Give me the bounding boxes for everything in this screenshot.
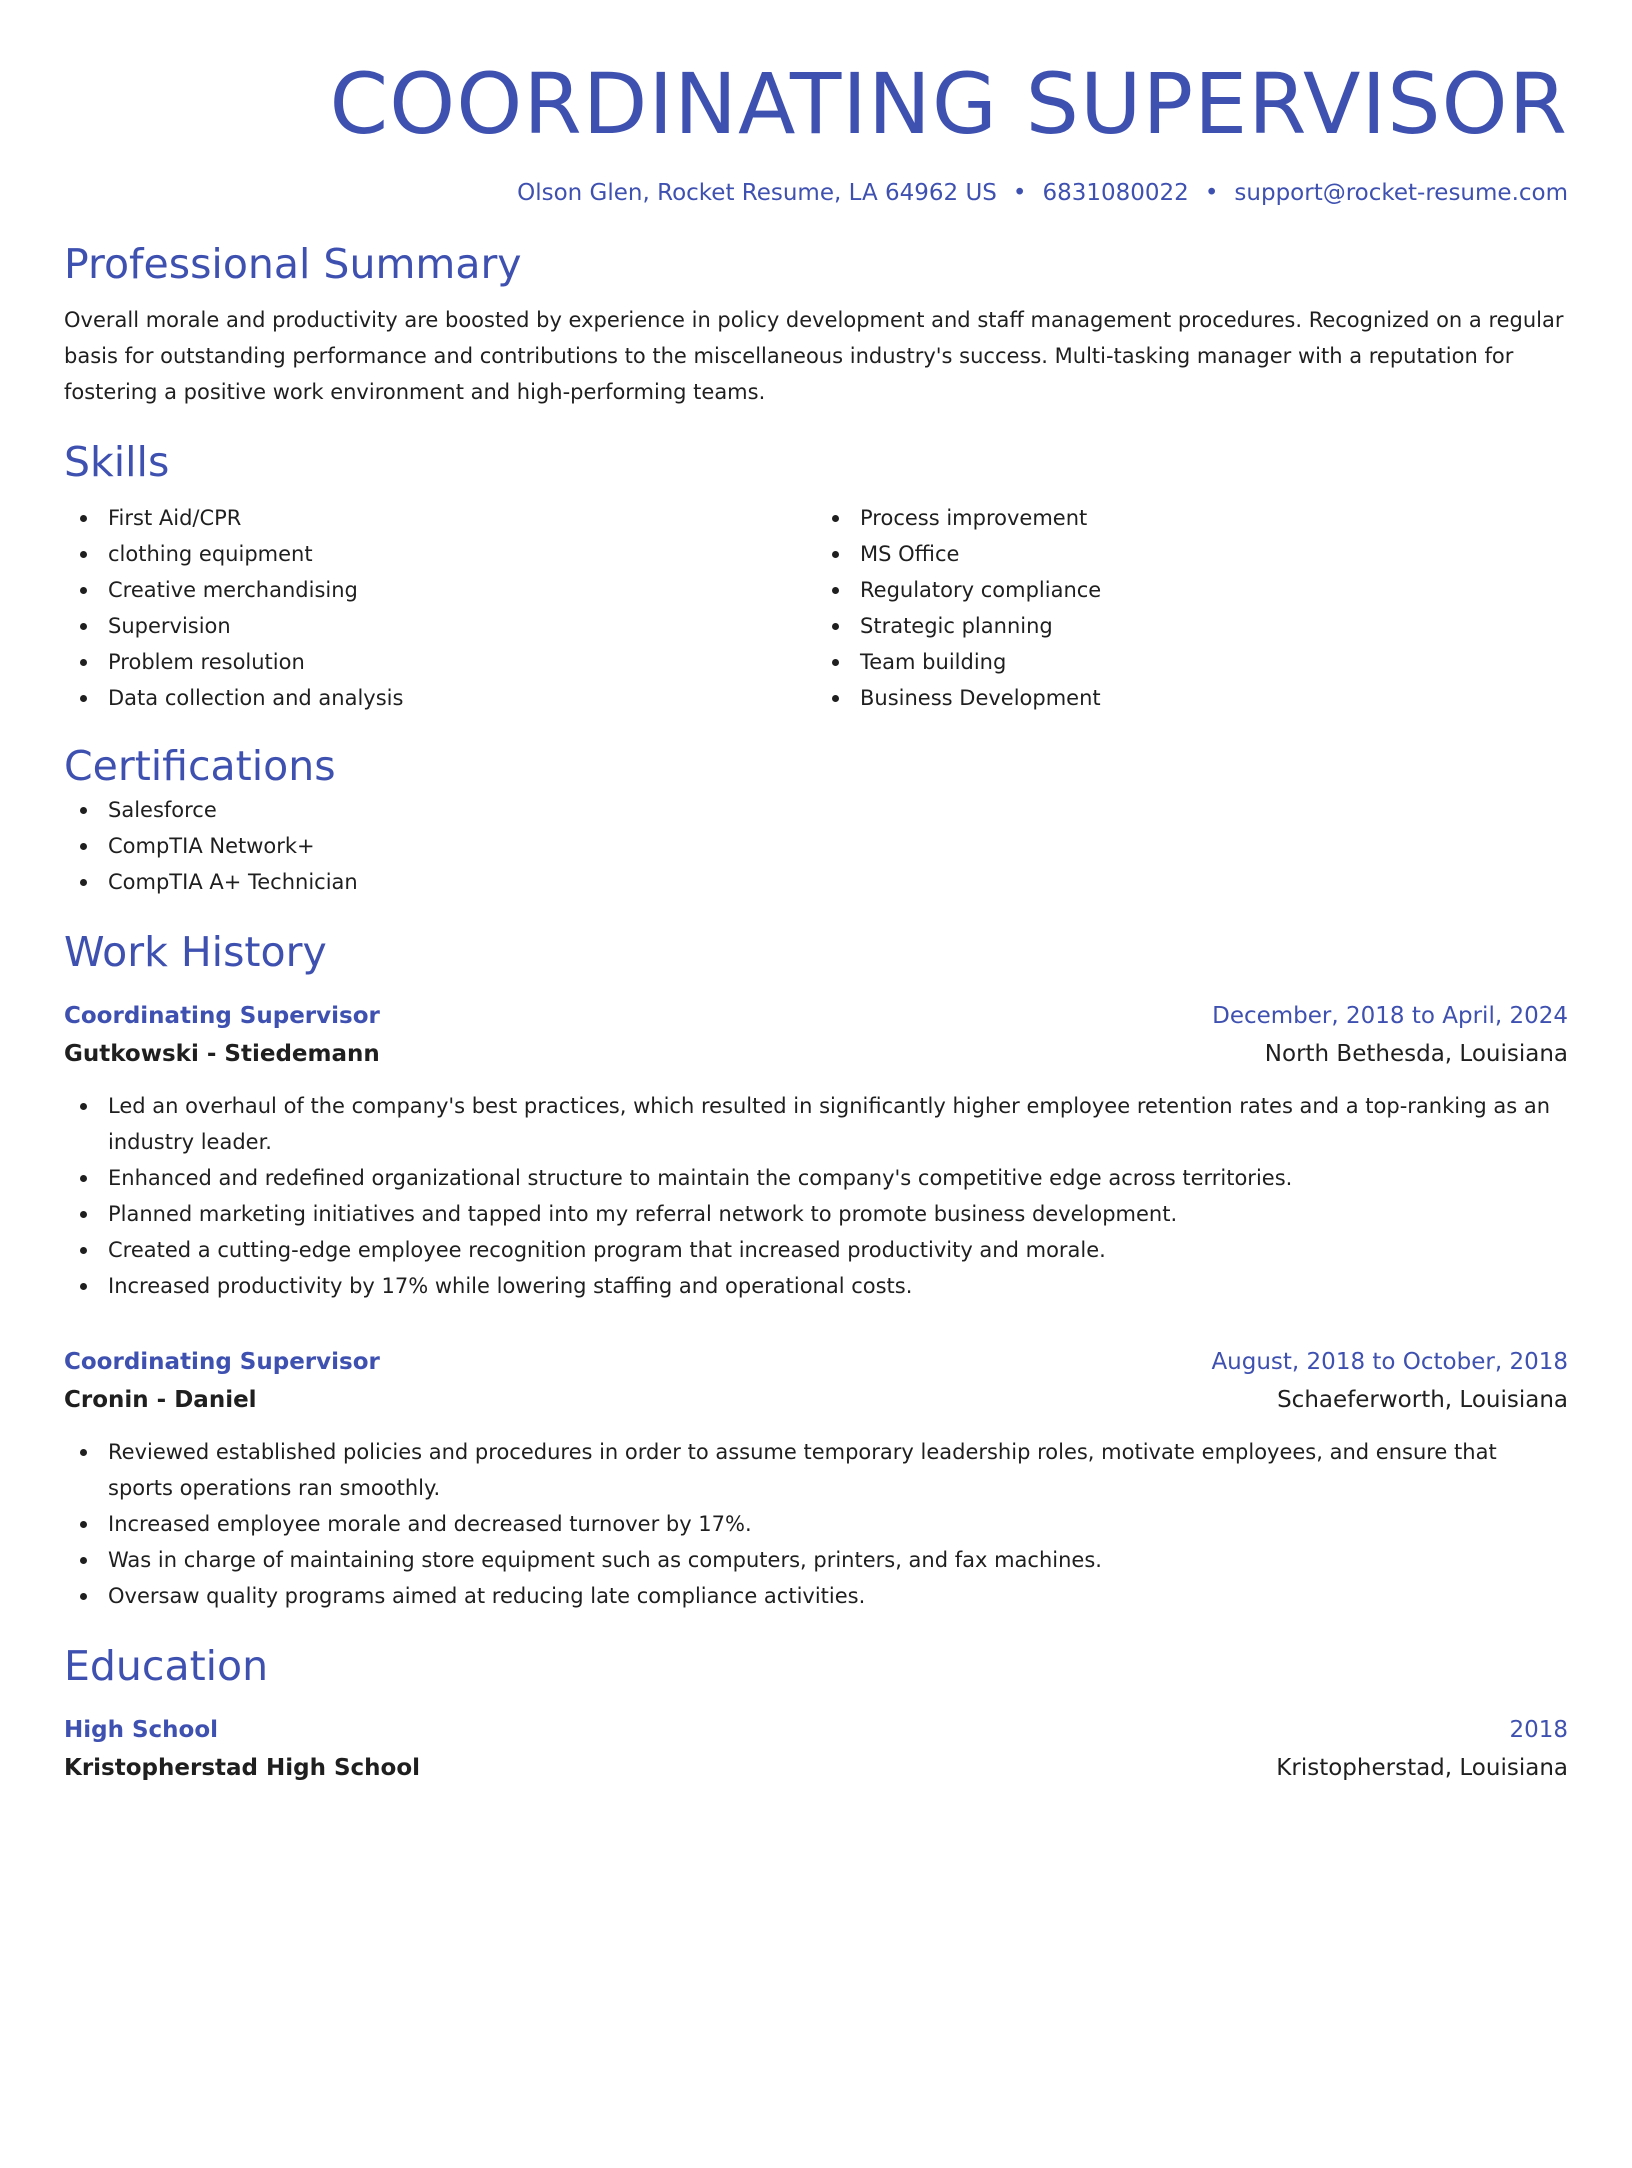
job-company: Gutkowski - Stiedemann [64, 1041, 380, 1067]
job-role: Coordinating Supervisor [64, 1349, 380, 1375]
skill-item: Data collection and analysis [64, 680, 816, 716]
certifications-list [64, 792, 1568, 900]
skills-column-left [64, 500, 816, 716]
education-header [64, 1712, 1568, 1748]
job-dates: December, 2018 to April, 2024 [1212, 1003, 1568, 1029]
work-history-heading: Work History [64, 928, 327, 976]
job-header [64, 1344, 1568, 1380]
job-bullet: Created a cutting-edge employee recognition program that increased productivity and morale. [64, 1232, 1568, 1268]
job-bullet: Increased employee morale and decreased turnover by 17%. [64, 1506, 1568, 1542]
job-header [64, 998, 1568, 1034]
job-subheader [64, 1380, 1568, 1420]
job-bullet: Enhanced and redefined organizational structure to maintain the company's competitive edge across territories. [64, 1160, 1568, 1196]
summary-heading: Professional Summary [64, 240, 522, 288]
contact-address: Olson Glen, Rocket Resume, LA 64962 US [517, 180, 997, 206]
certification-item: CompTIA A+ Technician [64, 864, 1568, 900]
skill-item: MS Office [816, 536, 1568, 572]
education-entry [64, 1712, 1568, 1788]
skills-heading: Skills [64, 438, 170, 486]
job-role: Coordinating Supervisor [64, 1003, 380, 1029]
skill-item: Problem resolution [64, 644, 816, 680]
contact-separator: • [1012, 180, 1027, 206]
education-location: Kristopherstad, Louisiana [1276, 1755, 1568, 1781]
job-bullets [64, 1434, 1568, 1614]
certifications-heading: Certifications [64, 742, 336, 790]
contact-line [64, 178, 1568, 208]
contact-email[interactable]: support@rocket-resume.com [1234, 180, 1568, 206]
job-location: Schaeferworth, Louisiana [1277, 1387, 1568, 1413]
certification-item: CompTIA Network+ [64, 828, 1568, 864]
certification-item: Salesforce [64, 792, 1568, 828]
contact-phone: 6831080022 [1042, 180, 1189, 206]
skills-column-right [816, 500, 1568, 716]
job-bullets [64, 1088, 1568, 1304]
skill-item: Team building [816, 644, 1568, 680]
education-degree: High School [64, 1717, 219, 1743]
skills-list [64, 500, 1568, 716]
resume-name: COORDINATING SUPERVISOR [329, 55, 1568, 153]
skill-item: Process improvement [816, 500, 1568, 536]
contact-separator: • [1204, 180, 1219, 206]
skill-item: Creative merchandising [64, 572, 816, 608]
job-bullet: Was in charge of maintaining store equipment such as computers, printers, and fax machines. [64, 1542, 1568, 1578]
education-heading: Education [64, 1642, 269, 1690]
education-subheader [64, 1748, 1568, 1788]
job-bullet: Led an overhaul of the company's best practices, which resulted in significantly higher employee retention rates and a top-ranking as an industry leader. [64, 1088, 1568, 1160]
skill-item: Supervision [64, 608, 816, 644]
job-subheader [64, 1034, 1568, 1074]
job-dates: August, 2018 to October, 2018 [1211, 1349, 1568, 1375]
job-location: North Bethesda, Louisiana [1264, 1041, 1568, 1067]
job-company: Cronin - Daniel [64, 1387, 257, 1413]
education-school: Kristopherstad High School [64, 1755, 421, 1781]
skill-item: clothing equipment [64, 536, 816, 572]
skill-item: First Aid/CPR [64, 500, 816, 536]
education-year: 2018 [1509, 1717, 1568, 1743]
skill-item: Strategic planning [816, 608, 1568, 644]
job-entry [64, 1344, 1568, 1614]
skill-item: Regulatory compliance [816, 572, 1568, 608]
summary-text: Overall morale and productivity are boosted by experience in policy development and staff management procedures. Recognized on a regular basis for outstanding performance and contributions to the miscellaneous industry's success. Multi-tasking manager with a reputation for fostering a positive work environment and high-performing teams. [64, 308, 1564, 404]
resume-page [0, 56, 1632, 2168]
job-bullet: Planned marketing initiatives and tapped into my referral network to promote business development. [64, 1196, 1568, 1232]
skill-item: Business Development [816, 680, 1568, 716]
job-bullet: Oversaw quality programs aimed at reducing late compliance activities. [64, 1578, 1568, 1614]
job-bullet: Reviewed established policies and procedures in order to assume temporary leadership roles, motivate employees, and ensure that sports operations ran smoothly. [64, 1434, 1568, 1506]
job-entry [64, 998, 1568, 1304]
job-bullet: Increased productivity by 17% while lowering staffing and operational costs. [64, 1268, 1568, 1304]
